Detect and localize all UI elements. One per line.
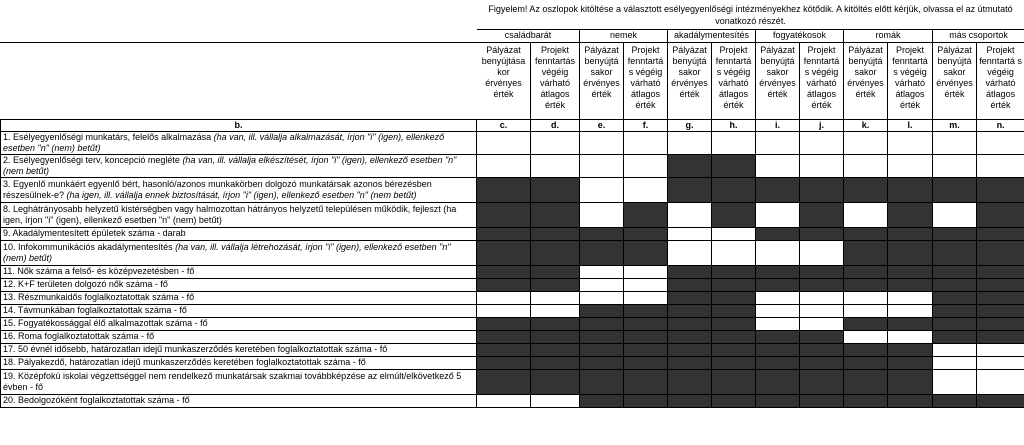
- disabled-cell: [712, 317, 756, 330]
- disabled-cell: [977, 330, 1024, 343]
- table-row: [1, 240, 1024, 265]
- input-cell[interactable]: [756, 304, 800, 317]
- table-row: [1, 291, 1024, 304]
- disabled-cell: [756, 177, 800, 202]
- column-subheader: Pályázat benyújtá sakor érvényes érték: [933, 42, 977, 119]
- disabled-cell: [477, 177, 531, 202]
- disabled-cell: [756, 278, 800, 291]
- input-cell[interactable]: [712, 131, 756, 154]
- disabled-cell: [800, 394, 844, 407]
- disabled-cell: [712, 304, 756, 317]
- column-letter: g.: [668, 119, 712, 131]
- disabled-cell: [624, 356, 668, 369]
- input-cell[interactable]: [580, 154, 624, 177]
- input-cell[interactable]: [933, 154, 977, 177]
- column-letter: d.: [531, 119, 580, 131]
- row-label-text: 1. Esélyegyenlőségi munkatárs, felelős alkalmazása: [3, 131, 214, 142]
- input-cell[interactable]: [977, 343, 1024, 356]
- row-label-text: 16. Roma foglalkoztatottak száma - fő: [3, 331, 155, 341]
- group-header: fogyatékosok: [756, 29, 844, 42]
- disabled-cell: [477, 265, 531, 278]
- disabled-cell: [977, 304, 1024, 317]
- disabled-cell: [977, 265, 1024, 278]
- input-cell[interactable]: [977, 356, 1024, 369]
- table-row: [1, 278, 1024, 291]
- row-label-text: 18. Pályakezdő, határozatlan idejű munkaszerződés keretében foglalkoztatottak száma - fő: [3, 357, 366, 367]
- table-row: [1, 304, 1024, 317]
- row-label-text: 11. Nők száma a felső- és középvezetésben - fő: [3, 266, 195, 276]
- input-cell[interactable]: [668, 227, 712, 240]
- disabled-cell: [888, 317, 933, 330]
- row-label: [1, 330, 477, 343]
- disabled-cell: [844, 278, 888, 291]
- table-row: [1, 131, 1024, 154]
- disabled-cell: [712, 330, 756, 343]
- column-subheader: Projekt fenntartá s végéig várható átlagos érték: [624, 42, 668, 119]
- disabled-cell: [800, 369, 844, 394]
- input-cell[interactable]: [668, 131, 712, 154]
- disabled-cell: [933, 304, 977, 317]
- disabled-cell: [844, 369, 888, 394]
- group-header: nemek: [580, 29, 668, 42]
- disabled-cell: [624, 227, 668, 240]
- table-row: [1, 369, 1024, 394]
- row-label: [1, 154, 477, 177]
- disabled-cell: [531, 356, 580, 369]
- input-cell[interactable]: [800, 240, 844, 265]
- disabled-cell: [977, 177, 1024, 202]
- disabled-cell: [531, 343, 580, 356]
- disabled-cell: [888, 356, 933, 369]
- row-label-text: 8. Leghátrányosabb helyzetű kistérségben vagy halmozottan hátrányos helyzetű településen működik, fejleszt (ha igen, írjon "i" (igen), ellenkező esetben "n" (nem) betűt): [3, 203, 457, 225]
- disabled-cell: [888, 278, 933, 291]
- disabled-cell: [977, 278, 1024, 291]
- disabled-cell: [624, 369, 668, 394]
- disabled-cell: [800, 356, 844, 369]
- disabled-cell: [580, 343, 624, 356]
- disabled-cell: [844, 265, 888, 278]
- input-cell[interactable]: [624, 278, 668, 291]
- disabled-cell: [624, 394, 668, 407]
- disabled-cell: [624, 304, 668, 317]
- disabled-cell: [933, 177, 977, 202]
- disabled-cell: [977, 317, 1024, 330]
- row-label: [1, 356, 477, 369]
- disabled-cell: [756, 369, 800, 394]
- disabled-cell: [712, 291, 756, 304]
- input-cell[interactable]: [844, 291, 888, 304]
- input-cell[interactable]: [933, 202, 977, 227]
- input-cell[interactable]: [580, 202, 624, 227]
- column-letter: h.: [712, 119, 756, 131]
- disabled-cell: [580, 369, 624, 394]
- row-label: [1, 202, 477, 227]
- group-header: más csoportok: [933, 29, 1024, 42]
- disabled-cell: [668, 154, 712, 177]
- disabled-cell: [800, 343, 844, 356]
- column-letter: b.: [1, 119, 477, 131]
- row-label-text: 10. Infokommunikációs akadálymentesítés: [3, 241, 176, 252]
- input-cell[interactable]: [477, 154, 531, 177]
- disabled-cell: [712, 202, 756, 227]
- row-label: [1, 394, 477, 407]
- row-label: [1, 131, 477, 154]
- disabled-cell: [933, 317, 977, 330]
- input-cell[interactable]: [933, 356, 977, 369]
- disabled-cell: [800, 202, 844, 227]
- disabled-cell: [756, 265, 800, 278]
- disabled-cell: [888, 202, 933, 227]
- disabled-cell: [531, 369, 580, 394]
- row-label-text: 14. Távmunkában foglalkoztatottak száma - fő: [3, 305, 187, 315]
- disabled-cell: [933, 278, 977, 291]
- disabled-cell: [712, 154, 756, 177]
- disabled-cell: [800, 177, 844, 202]
- input-cell[interactable]: [531, 131, 580, 154]
- row-label: [1, 278, 477, 291]
- input-cell[interactable]: [624, 291, 668, 304]
- disabled-cell: [712, 265, 756, 278]
- input-cell[interactable]: [580, 177, 624, 202]
- row-label: [1, 240, 477, 265]
- table-row: [1, 330, 1024, 343]
- disabled-cell: [668, 343, 712, 356]
- input-cell[interactable]: [800, 291, 844, 304]
- column-letter: j.: [800, 119, 844, 131]
- row-label-text: 9. Akadálymentesített épületek száma - darab: [3, 228, 186, 238]
- disabled-cell: [933, 265, 977, 278]
- disabled-cell: [933, 291, 977, 304]
- table-row: [1, 343, 1024, 356]
- column-letter: k.: [844, 119, 888, 131]
- column-letter: e.: [580, 119, 624, 131]
- disabled-cell: [933, 227, 977, 240]
- corner-cell-lower: [1, 42, 477, 119]
- table-row: [1, 177, 1024, 202]
- disabled-cell: [668, 291, 712, 304]
- input-cell[interactable]: [844, 304, 888, 317]
- row-label-note: (ha van, ill. vállalja alkalmazását, írjon "i" (igen), ellenkező esetben "n" (nem) betűt): [3, 131, 445, 153]
- input-cell[interactable]: [888, 154, 933, 177]
- row-label: [1, 227, 477, 240]
- row-label: [1, 317, 477, 330]
- disabled-cell: [668, 356, 712, 369]
- disabled-cell: [531, 330, 580, 343]
- disabled-cell: [844, 343, 888, 356]
- column-subheader: Pályázat benyújtá sakor érvényes érték: [668, 42, 712, 119]
- disabled-cell: [977, 240, 1024, 265]
- table-row: [1, 154, 1024, 177]
- table-row: [1, 202, 1024, 227]
- disabled-cell: [844, 394, 888, 407]
- row-label: [1, 265, 477, 278]
- disabled-cell: [977, 202, 1024, 227]
- disabled-cell: [477, 240, 531, 265]
- disabled-cell: [844, 240, 888, 265]
- row-label-text: 13. Részmunkaidős foglalkoztatottak száma - fő: [3, 292, 195, 302]
- input-cell[interactable]: [800, 154, 844, 177]
- disabled-cell: [844, 227, 888, 240]
- row-label-text: 20. Bedolgozóként foglalkoztatottak száma - fő: [3, 395, 190, 405]
- disabled-cell: [888, 369, 933, 394]
- input-cell[interactable]: [477, 394, 531, 407]
- disabled-cell: [668, 304, 712, 317]
- disabled-cell: [668, 369, 712, 394]
- group-header: akadálymentesítés: [668, 29, 756, 42]
- disabled-cell: [668, 278, 712, 291]
- row-label-note: (ha van, ill. vállalja elkészítését, írjon "i" (igen), ellenkező esetben "n" (nem betűt): [3, 154, 457, 176]
- row-label: [1, 291, 477, 304]
- input-cell[interactable]: [756, 131, 800, 154]
- column-subheader: Projekt fenntartá s végéig várható átlagos érték: [888, 42, 933, 119]
- column-letter: l.: [888, 119, 933, 131]
- disabled-cell: [933, 240, 977, 265]
- disabled-cell: [477, 202, 531, 227]
- disabled-cell: [888, 240, 933, 265]
- corner-cell: [1, 1, 477, 43]
- disabled-cell: [888, 227, 933, 240]
- input-cell[interactable]: [933, 131, 977, 154]
- input-cell[interactable]: [844, 131, 888, 154]
- disabled-cell: [580, 330, 624, 343]
- column-subheader: Pályázat benyújtá sakor érvényes érték: [756, 42, 800, 119]
- disabled-cell: [477, 356, 531, 369]
- input-cell[interactable]: [977, 369, 1024, 394]
- row-label-text: 15. Fogyatékossággal élő alkalmazottak száma - fő: [3, 318, 208, 328]
- input-cell[interactable]: [624, 131, 668, 154]
- disabled-cell: [712, 356, 756, 369]
- disabled-cell: [580, 304, 624, 317]
- disabled-cell: [977, 394, 1024, 407]
- disabled-cell: [531, 240, 580, 265]
- disabled-cell: [580, 227, 624, 240]
- row-label: [1, 304, 477, 317]
- disabled-cell: [712, 177, 756, 202]
- disabled-cell: [844, 356, 888, 369]
- input-cell[interactable]: [888, 304, 933, 317]
- column-subheader: Pályázat benyújtá sakor érvényes érték: [580, 42, 624, 119]
- column-letter: i.: [756, 119, 800, 131]
- disabled-cell: [712, 394, 756, 407]
- row-label-text: 2. Esélyegyenlőségi terv, koncepció megléte: [3, 154, 183, 165]
- input-cell[interactable]: [531, 154, 580, 177]
- disabled-cell: [531, 202, 580, 227]
- disabled-cell: [977, 227, 1024, 240]
- disabled-cell: [756, 227, 800, 240]
- column-letter: c.: [477, 119, 531, 131]
- disabled-cell: [477, 330, 531, 343]
- input-cell[interactable]: [580, 278, 624, 291]
- input-cell[interactable]: [800, 131, 844, 154]
- input-cell[interactable]: [756, 154, 800, 177]
- row-label-text: 17. 50 évnél idősebb, határozatlan idejű munkaszerződés keretében foglalkoztatottak száma - fő: [3, 344, 388, 354]
- disabled-cell: [888, 394, 933, 407]
- row-label-note: (ha igen, ill. vállalja ennek biztosítását, írjon "i" (igen), ellenkező esetben "n" (nem betűt): [66, 189, 417, 200]
- row-label-text: 19. Középfokú iskolai végzettséggel nem rendelkező munkatársak szakmai továbbképzése az elmúlt/elkövetkező 5 évben - fő: [3, 370, 462, 392]
- input-cell[interactable]: [668, 202, 712, 227]
- input-cell[interactable]: [933, 369, 977, 394]
- input-cell[interactable]: [580, 131, 624, 154]
- input-cell[interactable]: [477, 131, 531, 154]
- column-subheader: Pályázat benyújtá sakor érvényes érték: [844, 42, 888, 119]
- row-label: [1, 343, 477, 356]
- disabled-cell: [800, 330, 844, 343]
- input-cell[interactable]: [888, 291, 933, 304]
- row-label-text: 12. K+F területen dolgozó nők száma - fő: [3, 279, 168, 289]
- disabled-cell: [624, 343, 668, 356]
- input-cell[interactable]: [580, 291, 624, 304]
- input-cell[interactable]: [531, 304, 580, 317]
- disabled-cell: [580, 356, 624, 369]
- input-cell[interactable]: [977, 154, 1024, 177]
- column-subheader: Projekt fenntartá s végéig várható átlagos érték: [712, 42, 756, 119]
- input-cell[interactable]: [756, 202, 800, 227]
- disabled-cell: [668, 177, 712, 202]
- input-cell[interactable]: [888, 330, 933, 343]
- input-cell[interactable]: [800, 317, 844, 330]
- disabled-cell: [624, 240, 668, 265]
- disabled-cell: [712, 278, 756, 291]
- disabled-cell: [800, 265, 844, 278]
- disabled-cell: [624, 202, 668, 227]
- row-label: [1, 369, 477, 394]
- table-row: [1, 394, 1024, 407]
- column-subheader: Projekt fenntartás végéig várható átlagos érték: [531, 42, 580, 119]
- disabled-cell: [531, 278, 580, 291]
- disabled-cell: [477, 227, 531, 240]
- disabled-cell: [668, 394, 712, 407]
- column-subheader: Projekt fenntartá s végéig várható átlagos érték: [800, 42, 844, 119]
- disabled-cell: [977, 291, 1024, 304]
- fill-notice: Figyelem! Az oszlopok kitöltése a választott esélyegyenlőségi intézményekhez kötődik. A kitöltés előtt kérjük, olvassa el az útmutató vonatkozó részét.: [477, 1, 1024, 30]
- group-header: családbarát: [477, 29, 580, 42]
- column-subheader: Projekt fenntartá s végéig várható átlagos érték: [977, 42, 1024, 119]
- disabled-cell: [531, 317, 580, 330]
- input-cell[interactable]: [477, 304, 531, 317]
- input-cell[interactable]: [756, 317, 800, 330]
- input-cell[interactable]: [844, 202, 888, 227]
- disabled-cell: [712, 343, 756, 356]
- disabled-cell: [668, 265, 712, 278]
- input-cell[interactable]: [624, 154, 668, 177]
- disabled-cell: [477, 278, 531, 291]
- disabled-cell: [756, 394, 800, 407]
- disabled-cell: [712, 369, 756, 394]
- table-row: [1, 227, 1024, 240]
- disabled-cell: [756, 343, 800, 356]
- input-cell[interactable]: [756, 240, 800, 265]
- input-cell[interactable]: [668, 240, 712, 265]
- disabled-cell: [531, 177, 580, 202]
- input-cell[interactable]: [933, 343, 977, 356]
- disabled-cell: [477, 317, 531, 330]
- disabled-cell: [477, 343, 531, 356]
- disabled-cell: [580, 240, 624, 265]
- input-cell[interactable]: [977, 131, 1024, 154]
- input-cell[interactable]: [712, 227, 756, 240]
- input-cell[interactable]: [844, 330, 888, 343]
- input-cell[interactable]: [712, 240, 756, 265]
- disabled-cell: [756, 330, 800, 343]
- disabled-cell: [668, 330, 712, 343]
- disabled-cell: [800, 278, 844, 291]
- column-letter: m.: [933, 119, 977, 131]
- disabled-cell: [888, 343, 933, 356]
- disabled-cell: [888, 177, 933, 202]
- disabled-cell: [933, 330, 977, 343]
- disabled-cell: [580, 317, 624, 330]
- row-label: [1, 177, 477, 202]
- disabled-cell: [580, 394, 624, 407]
- disabled-cell: [624, 317, 668, 330]
- input-cell[interactable]: [531, 394, 580, 407]
- input-cell[interactable]: [800, 304, 844, 317]
- table-row: [1, 356, 1024, 369]
- disabled-cell: [531, 265, 580, 278]
- disabled-cell: [624, 330, 668, 343]
- input-cell[interactable]: [477, 291, 531, 304]
- row-label-text: 3. Egyenlő munkáért egyenlő bért, hasonló/azonos munkakörben dolgozó munkatársak azonos bérezésben részesülnek-e?: [3, 178, 432, 200]
- column-letter: f.: [624, 119, 668, 131]
- disabled-cell: [668, 317, 712, 330]
- input-cell[interactable]: [624, 177, 668, 202]
- disabled-cell: [800, 227, 844, 240]
- disabled-cell: [531, 227, 580, 240]
- disabled-cell: [844, 317, 888, 330]
- column-subheader: Pályázat benyújtása kor érvényes érték: [477, 42, 531, 119]
- input-cell[interactable]: [624, 265, 668, 278]
- table-row: [1, 317, 1024, 330]
- input-cell[interactable]: [580, 265, 624, 278]
- disabled-cell: [888, 265, 933, 278]
- table-row: [1, 265, 1024, 278]
- input-cell[interactable]: [531, 291, 580, 304]
- row-label-note: (ha van, ill. vállalja létrehozását, írjon "i" (igen), ellenkező esetben "n" (nem) betűt): [3, 241, 451, 263]
- column-letter: n.: [977, 119, 1024, 131]
- disabled-cell: [477, 369, 531, 394]
- disabled-cell: [844, 177, 888, 202]
- input-cell[interactable]: [888, 131, 933, 154]
- input-cell[interactable]: [844, 154, 888, 177]
- disabled-cell: [756, 356, 800, 369]
- input-cell[interactable]: [756, 291, 800, 304]
- group-header: romák: [844, 29, 933, 42]
- disabled-cell: [933, 394, 977, 407]
